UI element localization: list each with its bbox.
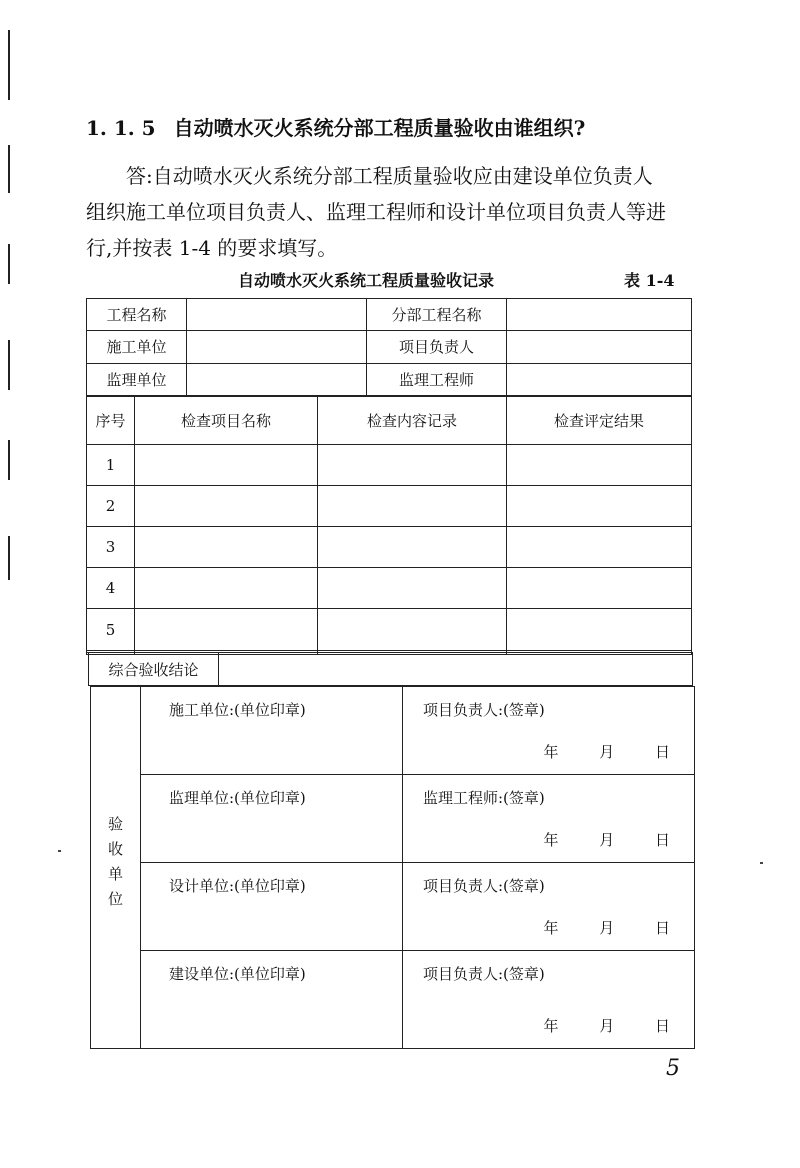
conclusion-table <box>88 652 692 686</box>
scan-edge-mark <box>8 536 10 580</box>
table-number: 表 1-4 <box>624 271 675 290</box>
evaluation-result-cell[interactable] <box>507 568 692 609</box>
item-name-cell[interactable] <box>135 609 318 650</box>
project-leader-value[interactable] <box>507 331 692 363</box>
owner-leader-signature-cell[interactable] <box>403 951 695 1049</box>
conclusion-label: 综合验收结论 <box>89 653 219 686</box>
scan-edge-mark <box>8 244 10 284</box>
project-name-label: 工程名称 <box>87 299 187 331</box>
content-record-cell[interactable] <box>318 444 507 485</box>
section-number: 1. 1. 5 <box>86 116 156 140</box>
scan-edge-mark <box>8 30 10 100</box>
scan-edge-mark <box>8 440 10 480</box>
supervising-engineer-signature-label: 监理工程师:(签章) <box>423 789 545 807</box>
scan-speck <box>58 850 61 852</box>
table-caption: 自动喷水灭火系统工程质量验收记录 <box>238 271 495 290</box>
signature-date: 年 月 日 <box>543 1017 688 1035</box>
supervising-engineer-signature-cell[interactable] <box>403 775 695 863</box>
content-record-cell[interactable] <box>318 609 507 650</box>
inspection-table <box>86 396 691 655</box>
header-content-record: 检查内容记录 <box>318 397 507 445</box>
table-row <box>87 444 692 485</box>
construction-unit-seal-label: 施工单位:(单位印章) <box>169 701 306 719</box>
answer-line-3: 行,并按表 1-4 的要求填写。 <box>86 236 338 260</box>
construction-unit-seal-cell[interactable] <box>141 687 403 775</box>
scan-speck <box>760 862 763 864</box>
project-leader-signature-label: 项目负责人:(签章) <box>423 701 545 719</box>
evaluation-result-cell[interactable] <box>507 527 692 568</box>
row-number: 3 <box>87 527 135 568</box>
header-item-name: 检查项目名称 <box>135 397 318 445</box>
owner-unit-seal-cell[interactable] <box>141 951 403 1049</box>
scan-edge-mark <box>8 145 10 193</box>
section-title: 自动喷水灭火系统分部工程质量验收由谁组织? <box>173 116 586 140</box>
construction-unit-label: 施工单位 <box>87 331 187 363</box>
content-record-cell[interactable] <box>318 568 507 609</box>
evaluation-result-cell[interactable] <box>507 609 692 650</box>
signature-table <box>90 686 694 1048</box>
row-number: 1 <box>87 444 135 485</box>
item-name-cell[interactable] <box>135 527 318 568</box>
project-leader-signature-cell[interactable] <box>403 687 695 775</box>
answer-paragraph <box>86 158 696 266</box>
supervision-unit-seal-label: 监理单位:(单位印章) <box>169 789 306 807</box>
evaluation-result-cell[interactable] <box>507 444 692 485</box>
answer-line-1: 答:自动喷水灭火系统分部工程质量验收应由建设单位负责人 <box>126 164 653 188</box>
supervising-engineer-value[interactable] <box>507 363 692 395</box>
header-evaluation-result: 检查评定结果 <box>507 397 692 445</box>
design-unit-seal-cell[interactable] <box>141 863 403 951</box>
page-number: 5 <box>666 1056 680 1081</box>
answer-line-2: 组织施工单位项目负责人、监理工程师和设计单位项目负责人等进 <box>86 200 666 224</box>
supervising-engineer-label: 监理工程师 <box>367 363 507 395</box>
design-unit-seal-label: 设计单位:(单位印章) <box>169 877 306 895</box>
item-name-cell[interactable] <box>135 568 318 609</box>
construction-unit-value[interactable] <box>187 331 367 363</box>
project-name-value[interactable] <box>187 299 367 331</box>
table-row <box>87 568 692 609</box>
row-number: 5 <box>87 609 135 650</box>
supervision-unit-label: 监理单位 <box>87 363 187 395</box>
item-name-cell[interactable] <box>135 485 318 526</box>
item-name-cell[interactable] <box>135 444 318 485</box>
signature-date: 年 月 日 <box>543 743 688 761</box>
row-number: 2 <box>87 485 135 526</box>
owner-leader-signature-label: 项目负责人:(签章) <box>423 965 545 983</box>
sub-project-name-label: 分部工程名称 <box>367 299 507 331</box>
acceptance-units-cell <box>91 687 141 1049</box>
design-leader-signature-label: 项目负责人:(签章) <box>423 877 545 895</box>
table-row <box>87 527 692 568</box>
header-serial-no: 序号 <box>87 397 135 445</box>
acceptance-units-label: 验收单位 <box>106 815 124 916</box>
project-info-table <box>86 298 691 396</box>
project-leader-label: 项目负责人 <box>367 331 507 363</box>
supervision-unit-value[interactable] <box>187 363 367 395</box>
content-record-cell[interactable] <box>318 527 507 568</box>
signature-date: 年 月 日 <box>543 831 688 849</box>
row-number: 4 <box>87 568 135 609</box>
section-heading <box>86 112 585 141</box>
design-leader-signature-cell[interactable] <box>403 863 695 951</box>
scan-edge-mark <box>8 340 10 390</box>
conclusion-value[interactable] <box>219 653 693 686</box>
signature-date: 年 月 日 <box>543 919 688 937</box>
table-row <box>87 609 692 650</box>
owner-unit-seal-label: 建设单位:(单位印章) <box>169 965 306 983</box>
sub-project-name-value[interactable] <box>507 299 692 331</box>
table-row <box>87 485 692 526</box>
content-record-cell[interactable] <box>318 485 507 526</box>
supervision-unit-seal-cell[interactable] <box>141 775 403 863</box>
evaluation-result-cell[interactable] <box>507 485 692 526</box>
